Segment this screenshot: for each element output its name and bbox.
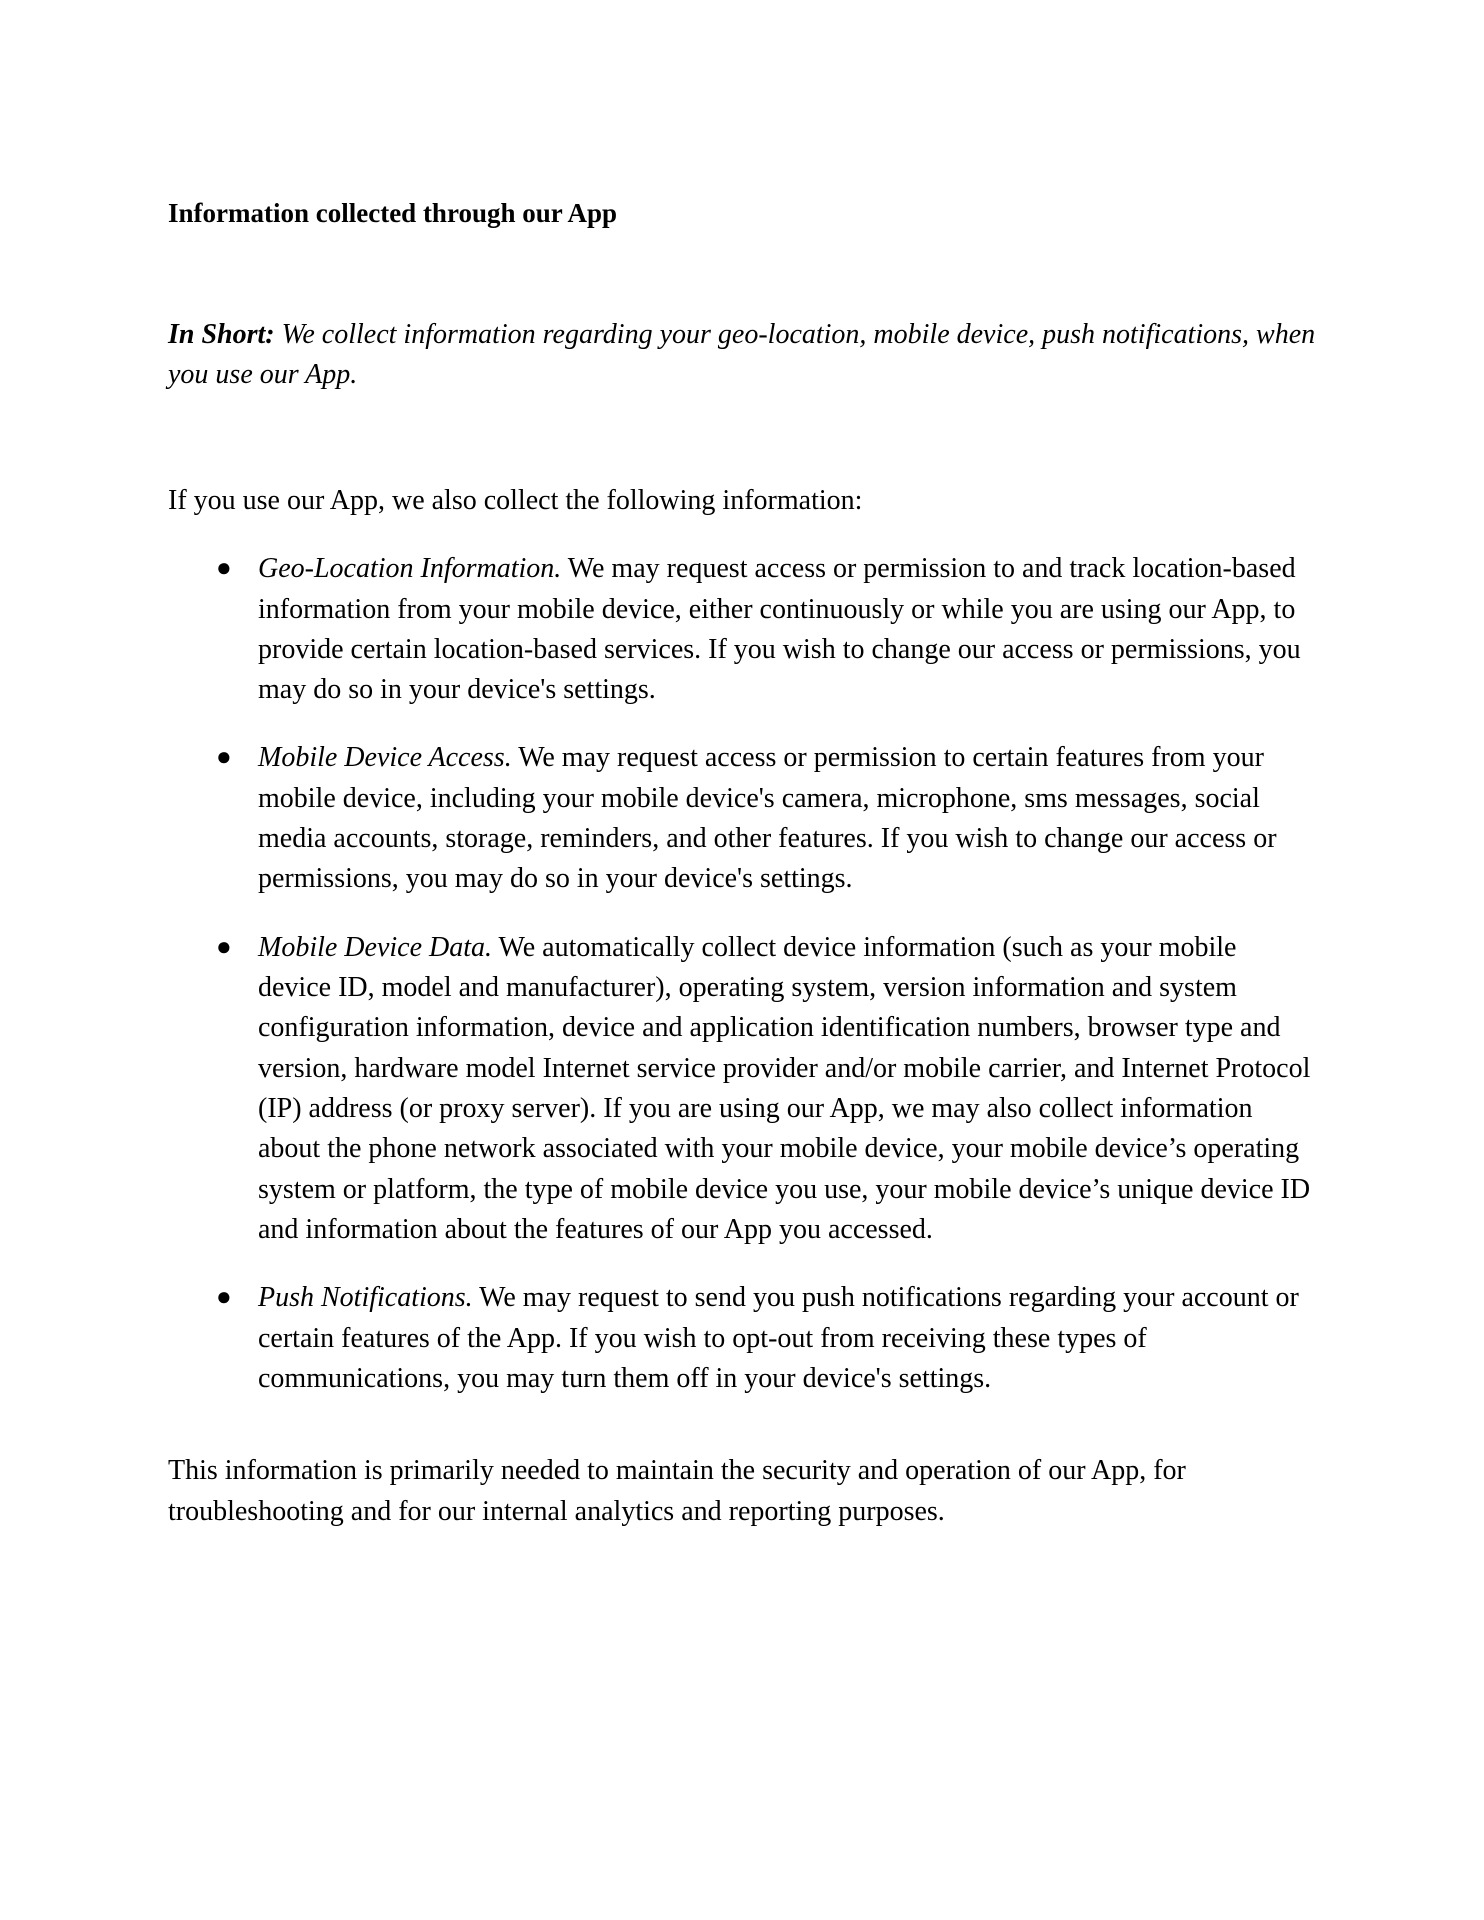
bullet-icon: ● <box>216 742 232 772</box>
list-item <box>168 1278 1316 1399</box>
list-item-term: Mobile Device Access. <box>258 742 512 774</box>
list-item-term: Geo-Location Information. <box>258 553 562 585</box>
list-item-text: We may request to send you push notifications regarding your account or certain features of the App. If you wish to opt-out from receiving these types of communications, you may turn them off in your device's settings. <box>258 1282 1299 1394</box>
bullet-icon: ● <box>216 1282 232 1312</box>
list-item-term: Mobile Device Data. <box>258 931 493 963</box>
list-item-text: We may request access or permission to and track location-based information from your mobile device, either continuously or while you are using our App, to provide certain location-based services. If you wish to change our access or permissions, you may do so in your device's settings. <box>258 553 1301 706</box>
list-item <box>168 549 1316 710</box>
in-short-label: In Short: <box>168 319 275 351</box>
list-item-text: We may request access or permission to certain features from your mobile device, including your mobile device's camera, microphone, sms messages, social media accounts, storage, reminders, and other features. If you wish to change our access or permissions, you may do so in your device's settings. <box>258 742 1277 895</box>
in-short-text: We collect information regarding your geo-location, mobile device, push notifications, when you use our App. <box>168 319 1316 390</box>
list-item-text: We automatically collect device information (such as your mobile device ID, model and manufacturer), operating system, version information and system configuration information, device and application identification numbers, browser type and version, hardware model Internet service provider and/or mobile carrier, and Internet Protocol (IP) address (or proxy server). If you are using our App, we may also collect information about the phone network associated with your mobile device, your mobile device’s operating system or platform, the type of mobile device you use, your mobile device’s unique device ID and information about the features of our App you accessed. <box>258 931 1311 1245</box>
intro-paragraph: If you use our App, we also collect the following information: <box>168 484 863 516</box>
bullet-icon: ● <box>216 553 232 583</box>
closing-paragraph: This information is primarily needed to maintain the security and operation of our App, for troubleshooting and for our internal analytics and reporting purposes. <box>168 1455 1186 1527</box>
page-title: Information collected through our App <box>168 198 618 228</box>
list-item-term: Push Notifications. <box>258 1282 473 1314</box>
list-item <box>168 738 1316 899</box>
collected-information-list <box>168 549 1316 1399</box>
list-item <box>168 928 1316 1251</box>
in-short-summary <box>168 315 1316 395</box>
bullet-icon: ● <box>216 931 232 961</box>
